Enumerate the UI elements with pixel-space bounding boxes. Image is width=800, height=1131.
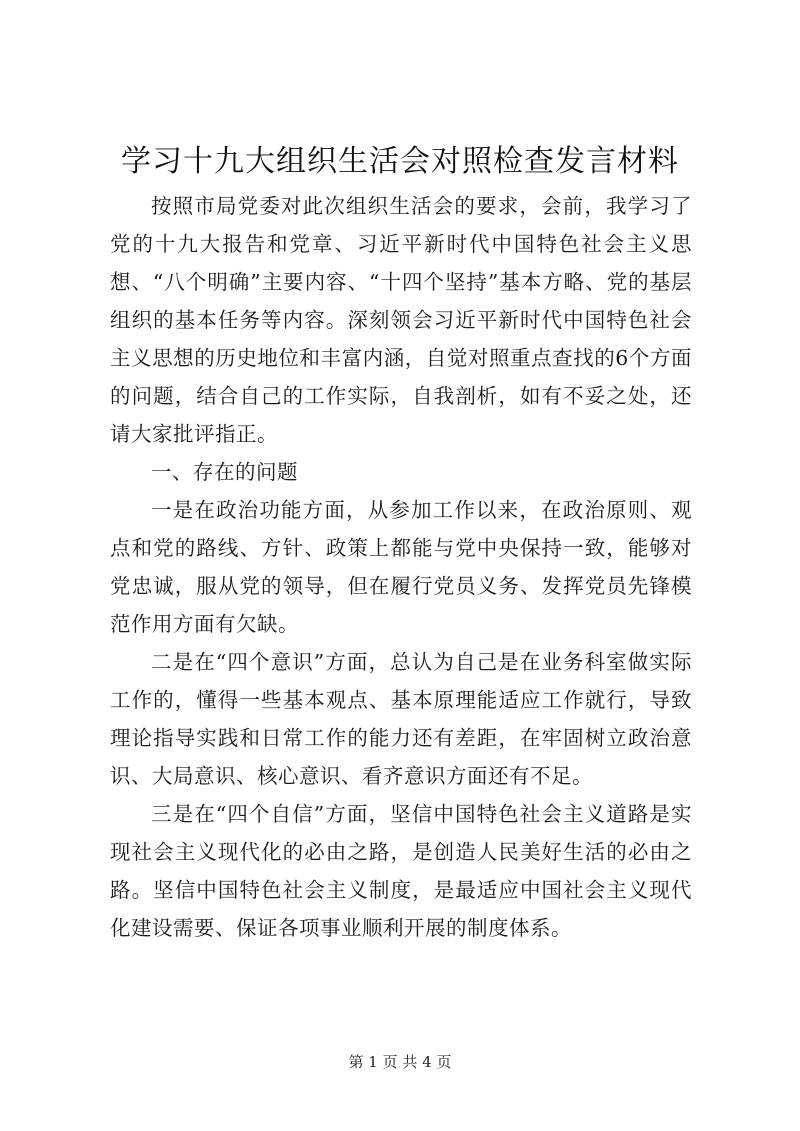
document-title: 学习十九大组织生活会对照检查发言材料 [121, 144, 679, 179]
paragraph-intro: 按照市局党委对此次组织生活会的要求，会前，我学习了党的十九大报告和党章、习近平新时代中国特色社会主义思想、“八个明确”主要内容、“十四个坚持”基本方略、党的基层组织的基本任务等内容。深刻领会习近平新时代中国特色社会主义思想的历史地位和丰富内涵，自觉对照重点查找的6个方面的问题，结合自己的工作实际，自我剖析，如有不妥之处，还请大家批评指正。 [110, 194, 692, 446]
paragraph-four-confidences: 三是在“四个自信”方面，坚信中国特色社会主义道路是实现社会主义现代化的必由之路，是创造人民美好生活的必由之路。坚信中国特色社会主义制度，是最适应中国社会主义现代化建设需要、保证各项事业顺利开展的制度体系。 [110, 802, 692, 940]
document-body [110, 187, 692, 947]
section-heading: 一、存在的问题 [151, 460, 298, 484]
paragraph-political-function: 一是在政治功能方面，从参加工作以来，在政治原则、观点和党的路线、方针、政策上都能与党中央保持一致，能够对党忠诚，服从党的领导，但在履行党员义务、发挥党员先锋模范作用方面有欠缺。 [110, 498, 692, 636]
paragraph-four-consciousness: 二是在“四个意识”方面，总认为自己是在业务科室做实际工作的，懂得一些基本观点、基本原理能适应工作就行，导致理论指导实践和日常工作的能力还有差距，在牢固树立政治意识、大局意识、核心意识、看齐意识方面还有不足。 [110, 650, 692, 788]
page-number-footer: 第 1 页 共 4 页 [348, 1053, 452, 1071]
